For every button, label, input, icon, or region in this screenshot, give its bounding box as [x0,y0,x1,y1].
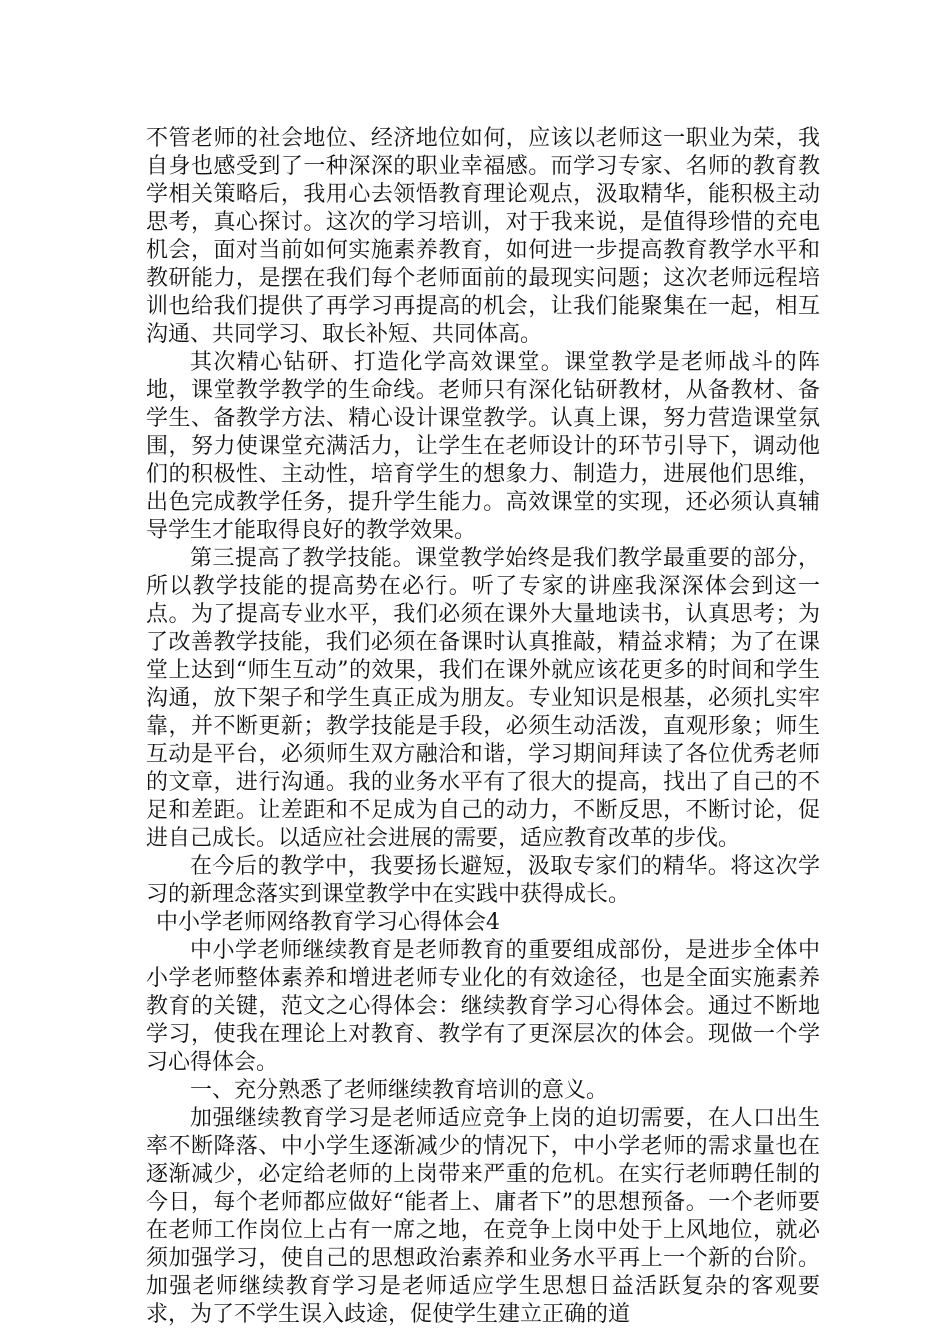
paragraph-3: 第三提高了教学技能。课堂教学始终是我们教学最重要的部分，所以教学技能的提高势在必行。听了专家的讲座我深深体会到这一点。为了提高专业水平，我们必须在课外大量地读书，认真思考；为了改善教学技能，我们必须在备课时认真推敲，精益求精；为了在课堂上达到“师生互动”的效果，我们在课外就应该花更多的时间和学生沟通，放下架子和学生真正成为朋友。专业知识是根基，必须扎实牢靠，并不断更新；教学技能是手段，必须生动活泼，直观形象；师生互动是平台，必须师生双方融洽和谐，学习期间拜读了各位优秀老师的文章，进行沟通。我的业务水平有了很大的提高，找出了自己的不足和差距。让差距和不足成为自己的动力，不断反思，不断讨论，促进自己成长。以适应社会进展的需要，适应教育改革的步伐。 [146,546,820,851]
paragraph-2: 其次精心钻研、打造化学高效课堂。课堂教学是老师战斗的阵地，课堂教学教学的生命线。老师只有深化钻研教材，从备教材、备学生、备教学方法、精心设计课堂教学。认真上课，努力营造课堂氛围，努力使课堂充满活力，让学生在老师设计的环节引导下，调动他们的积极性、主动性，培育学生的想象力、制造力，进展他们思维，出色完成教学任务，提升学生能力。高效课堂的实现，还必须认真辅导学生才能取得良好的教学效果。 [146,350,820,543]
section-heading: 中小学老师网络教育学习心得体会4 [156,910,500,935]
paragraph-6: 一、充分熟悉了老师继续教育培训的意义。 [190,1078,609,1103]
document-body [146,125,820,1329]
paragraph-5: 中小学老师继续教育是老师教育的重要组成部份，是进步全体中小学老师整体素养和增进老师专业化的有效途径，也是全面实施素养教育的关键，范文之心得体会：继续教育学习心得体会。通过不断地学习，使我在理论上对教育、教学有了更深层次的体会。现做一个学习心得体会。 [146,938,820,1075]
paragraph-4: 在今后的教学中，我要扬长避短，汲取专家们的精华。将这次学习的新理念落实到课堂教学中在实践中获得成长。 [146,854,820,907]
paragraph-7: 加强继续教育学习是老师适应竞争上岗的迫切需要，在人口出生率不断降落、中小学生逐渐减少的情况下，中小学老师的需求量也在逐渐减少，必定给老师的上岗带来严重的危机。在实行老师聘任制的今日，每个老师都应做好“能者上、庸者下”的思想预备。一个老师要在老师工作岗位上占有一席之地，在竞争上岗中处于上风地位，就必须加强学习，使自己的思想政治素养和业务水平再上一个新的台阶。加强老师继续教育学习是老师适应学生思想日益活跃复杂的客观要求，为了不学生误入歧途，促使学生建立正确的道 [146,1106,820,1327]
paragraph-1: 不管老师的社会地位、经济地位如何，应该以老师这一职业为荣，我自身也感受到了一种深深的职业幸福感。而学习专家、名师的教育教学相关策略后，我用心去领悟教育理论观点，汲取精华，能积极主动思考，真心探讨。这次的学习培训，对于我来说，是值得珍惜的充电机会，面对当前如何实施素养教育，如何进一步提高教育教学水平和教研能力，是摆在我们每个老师面前的最现实问题；这次老师远程培训也给我们提供了再学习再提高的机会，让我们能聚集在一起，相互沟通、共同学习、取长补短、共同体高。 [146,126,820,347]
